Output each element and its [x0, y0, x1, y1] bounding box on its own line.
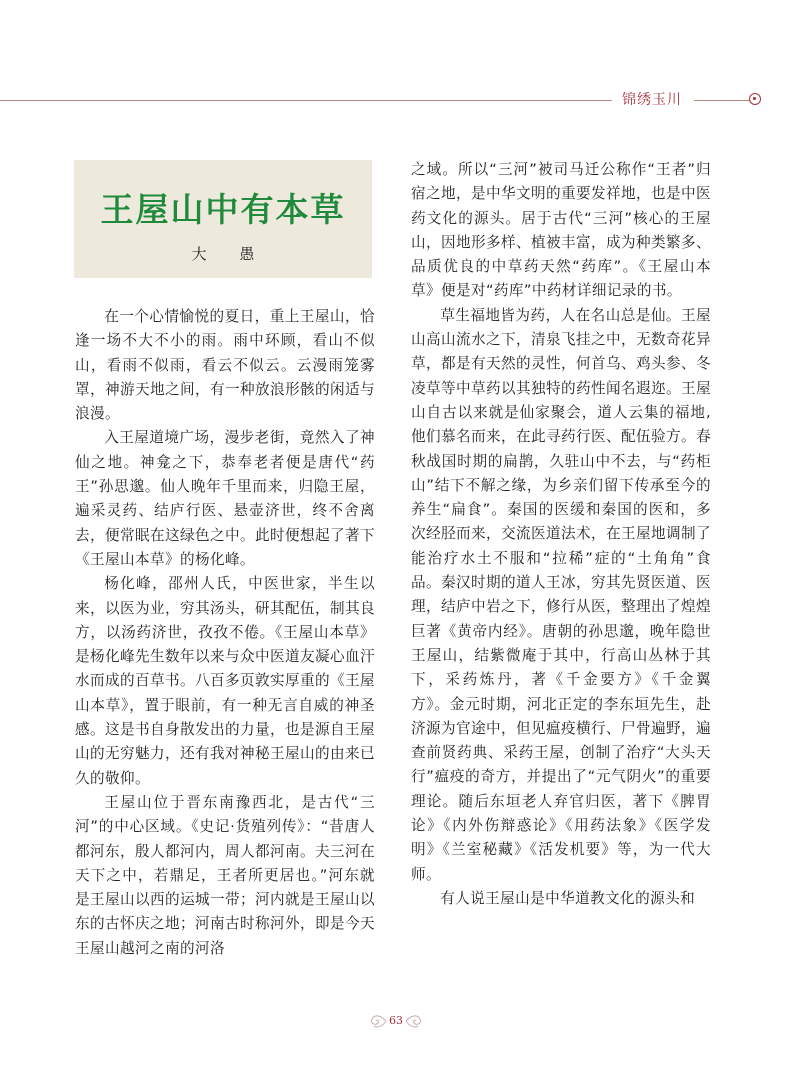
paragraph: 杨化峰，邵州人氏，中医世家，半生以来，以医为业，穷其汤头，研其配伍，制其良方，以汤药济世，孜孜不倦。《王屋山本草》是杨化峰先生数年以来与众中医道友凝心血汗水而成的百草书。八百多页敦实厚重的《王屋山本草》，置于眼前，有一种无言自威的神圣感。这是书自身散发出的力量，也是源自王屋山的无穷魅力，还有我对神秘王屋山的由来已久的敬仰。 — [75, 575, 375, 787]
right-column — [411, 158, 711, 911]
paragraph-continuation: 之域。所以“三河”被司马迁公称作“王者”归宿之地，是中华文明的重要发祥地，也是中医药文化的源头。居于古代“三河”核心的王屋山，因地形多样、植被丰富，成为种类繁多、品质优良的中草药天然“药库”。《王屋山本草》便是对“药库”中药材详细记录的书。 — [411, 161, 711, 300]
paragraph: 有人说王屋山是中华道教文化的源头和 — [440, 889, 696, 907]
header-rule-right — [694, 100, 750, 101]
paragraph: 入王屋道境广场，漫步老街，竟然入了神仙之地。神龛之下，恭奉老者便是唐代“药王”孙思邈。仙人晚年千里而来，归隐王屋，遍采灵药、结庐行医、悬壶济世，终不舍离去，便常眠在这绿色之中。此时便想起了著下《王屋山本草》的杨化峰。 — [75, 429, 375, 568]
bullseye-icon — [749, 93, 761, 105]
header-rule-left — [0, 100, 612, 101]
bullseye-dot — [753, 97, 756, 100]
paragraph: 在一个心情愉悦的夏日，重上王屋山，恰逢一场不大不小的雨。雨中环顾，看山不似山，看雨不似雨，看云不似云。云漫雨笼雾罩，神游天地之间，有一种放浪形骸的闲适与浪漫。 — [75, 308, 375, 423]
article-author: 大 愚 — [191, 245, 269, 263]
paragraph: 草生福地皆为药，人在名山总是仙。王屋山高山流水之下，清泉飞挂之中，无数奇花异草，都是有天然的灵性，何首乌、鸡头参、冬凌草等中草药以其独特的药性闻名遐迩。王屋山自古以来就是仙家聚会，道人云集的福地,他们慕名而来，在此寻药行医、配伍验方。春秋战国时期的扁鹊，久驻山中不去，与“药柜山”结下不解之缘，为乡亲们留下传承至今的养生“扁食”。秦国的医缓和秦国的医和，多次经胫而来，交流医道法术，在王屋地调制了能治疗水土不服和“拉稀”症的“土角角”食品。秦汉时期的道人王冰，穷其先贤医道、医理，结庐中岩之下，修行从医，整理出了煌煌巨著《黄帝内经》。唐朝的孙思邈，晚年隐世王屋山，结紫微庵于其中，行高山丛林于其下，采药炼丹，著《千金要方》《千金翼方》。金元时期，河北正定的李东垣先生，赴济源为官途中，但见瘟疫横行、尸骨遍野，遍查前贤药典、采药王屋，创制了治疗“大头天行”瘟疫的奇方，并提出了“元气阴火”的重要理论。随后东垣老人弃官归医，著下《脾胃论》《内外伤辩惑论》《用药法象》《医学发明》《兰室秘藏》《活发机要》等，为一代大师。 — [411, 306, 711, 883]
section-title: 锦绣玉川 — [622, 92, 682, 108]
title-box — [74, 160, 372, 278]
article-title: 王屋山中有本草 — [100, 190, 346, 229]
left-column — [75, 305, 375, 961]
page-number-ornament — [368, 1010, 424, 1032]
page-number: 63 — [389, 1014, 403, 1027]
paragraph: 王屋山位于晋东南豫西北，是古代“三河”的中心区域。《史记·货殖列传》：“昔唐人都河东，殷人都河内，周人都河南。夫三河在天下之中，若鼎足，王者所更居也。”河东就是王屋山以西的运城一带；河内就是王屋山以东的古怀庆之地；河南古时称河外，即是今天王屋山越河之南的河洛 — [75, 793, 375, 957]
